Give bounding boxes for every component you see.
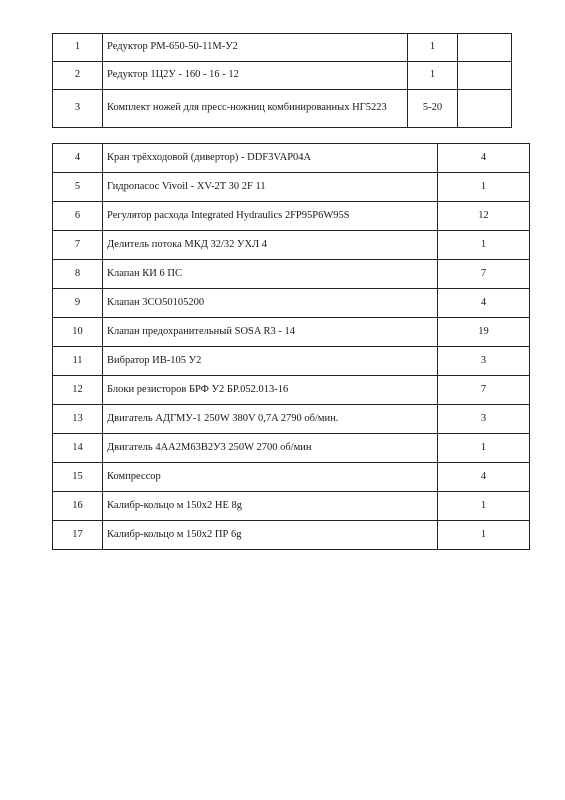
item-name: Гидропасос Vivoil - XV-2T 30 2F 11 bbox=[103, 173, 438, 202]
row-number: 7 bbox=[53, 231, 103, 260]
item-name: Редуктор РМ-650-50-11М-У2 bbox=[103, 34, 408, 62]
table-row bbox=[53, 144, 530, 173]
row-number: 8 bbox=[53, 260, 103, 289]
row-number: 5 bbox=[53, 173, 103, 202]
row-number: 13 bbox=[53, 405, 103, 434]
item-quantity: 4 bbox=[438, 144, 530, 173]
item-name: Двигатель АДГМУ-1 250W 380V 0,7A 2790 об/мин. bbox=[103, 405, 438, 434]
item-quantity: 7 bbox=[438, 260, 530, 289]
item-name: Регулятор расхода Integrated Hydraulics 2FP95P6W95S bbox=[103, 202, 438, 231]
table-row bbox=[53, 173, 530, 202]
item-quantity: 19 bbox=[438, 318, 530, 347]
empty-cell bbox=[458, 34, 512, 62]
item-quantity: 1 bbox=[438, 492, 530, 521]
item-quantity: 12 bbox=[438, 202, 530, 231]
item-quantity: 1 bbox=[408, 34, 458, 62]
item-quantity: 1 bbox=[438, 173, 530, 202]
table-row bbox=[53, 521, 530, 550]
table-row bbox=[53, 260, 530, 289]
table-row bbox=[53, 62, 512, 90]
item-quantity: 5-20 bbox=[408, 90, 458, 128]
item-quantity: 1 bbox=[438, 434, 530, 463]
item-name: Вибратор ИВ-105 У2 bbox=[103, 347, 438, 376]
table-row bbox=[53, 405, 530, 434]
row-number: 15 bbox=[53, 463, 103, 492]
row-number: 3 bbox=[53, 90, 103, 128]
table-row bbox=[53, 90, 512, 128]
item-name: Клапан предохранительный SOSA R3 - 14 bbox=[103, 318, 438, 347]
table-row bbox=[53, 376, 530, 405]
row-number: 10 bbox=[53, 318, 103, 347]
item-name: Клапан КИ 6 ПС bbox=[103, 260, 438, 289]
table-row bbox=[53, 34, 512, 62]
empty-cell bbox=[458, 62, 512, 90]
item-quantity: 4 bbox=[438, 463, 530, 492]
item-name: Калибр-кольцо м 150х2 ПР 6g bbox=[103, 521, 438, 550]
row-number: 16 bbox=[53, 492, 103, 521]
table-row bbox=[53, 492, 530, 521]
row-number: 9 bbox=[53, 289, 103, 318]
item-quantity: 3 bbox=[438, 405, 530, 434]
table-row bbox=[53, 318, 530, 347]
row-number: 2 bbox=[53, 62, 103, 90]
item-name: Двигатель 4АА2М63В2У3 250W 2700 об/мин bbox=[103, 434, 438, 463]
row-number: 14 bbox=[53, 434, 103, 463]
table-row bbox=[53, 231, 530, 260]
empty-cell bbox=[458, 90, 512, 128]
item-quantity: 3 bbox=[438, 347, 530, 376]
table-row bbox=[53, 202, 530, 231]
items-table-main bbox=[52, 143, 530, 550]
item-name: Кран трёхходовой (дивертор) - DDF3VAP04A bbox=[103, 144, 438, 173]
item-quantity: 1 bbox=[408, 62, 458, 90]
item-name: Компрессор bbox=[103, 463, 438, 492]
table-row bbox=[53, 289, 530, 318]
item-name: Делитель потока МКД 32/32 УХЛ 4 bbox=[103, 231, 438, 260]
item-name: Комплект ножей для пресс-ножниц комбинированных НГ5223 bbox=[103, 90, 408, 128]
item-name: Клапан 3СО50105200 bbox=[103, 289, 438, 318]
item-name: Калибр-кольцо м 150х2 НЕ 8g bbox=[103, 492, 438, 521]
items-table-top bbox=[52, 33, 512, 128]
row-number: 6 bbox=[53, 202, 103, 231]
item-quantity: 4 bbox=[438, 289, 530, 318]
row-number: 12 bbox=[53, 376, 103, 405]
row-number: 4 bbox=[53, 144, 103, 173]
table-row bbox=[53, 347, 530, 376]
item-quantity: 1 bbox=[438, 521, 530, 550]
row-number: 1 bbox=[53, 34, 103, 62]
table-row bbox=[53, 434, 530, 463]
table-row bbox=[53, 463, 530, 492]
item-quantity: 1 bbox=[438, 231, 530, 260]
item-name: Блоки резисторов БРФ У2 БР.052.013-16 bbox=[103, 376, 438, 405]
item-quantity: 7 bbox=[438, 376, 530, 405]
item-name: Редуктор 1Ц2У - 160 - 16 - 12 bbox=[103, 62, 408, 90]
row-number: 11 bbox=[53, 347, 103, 376]
row-number: 17 bbox=[53, 521, 103, 550]
